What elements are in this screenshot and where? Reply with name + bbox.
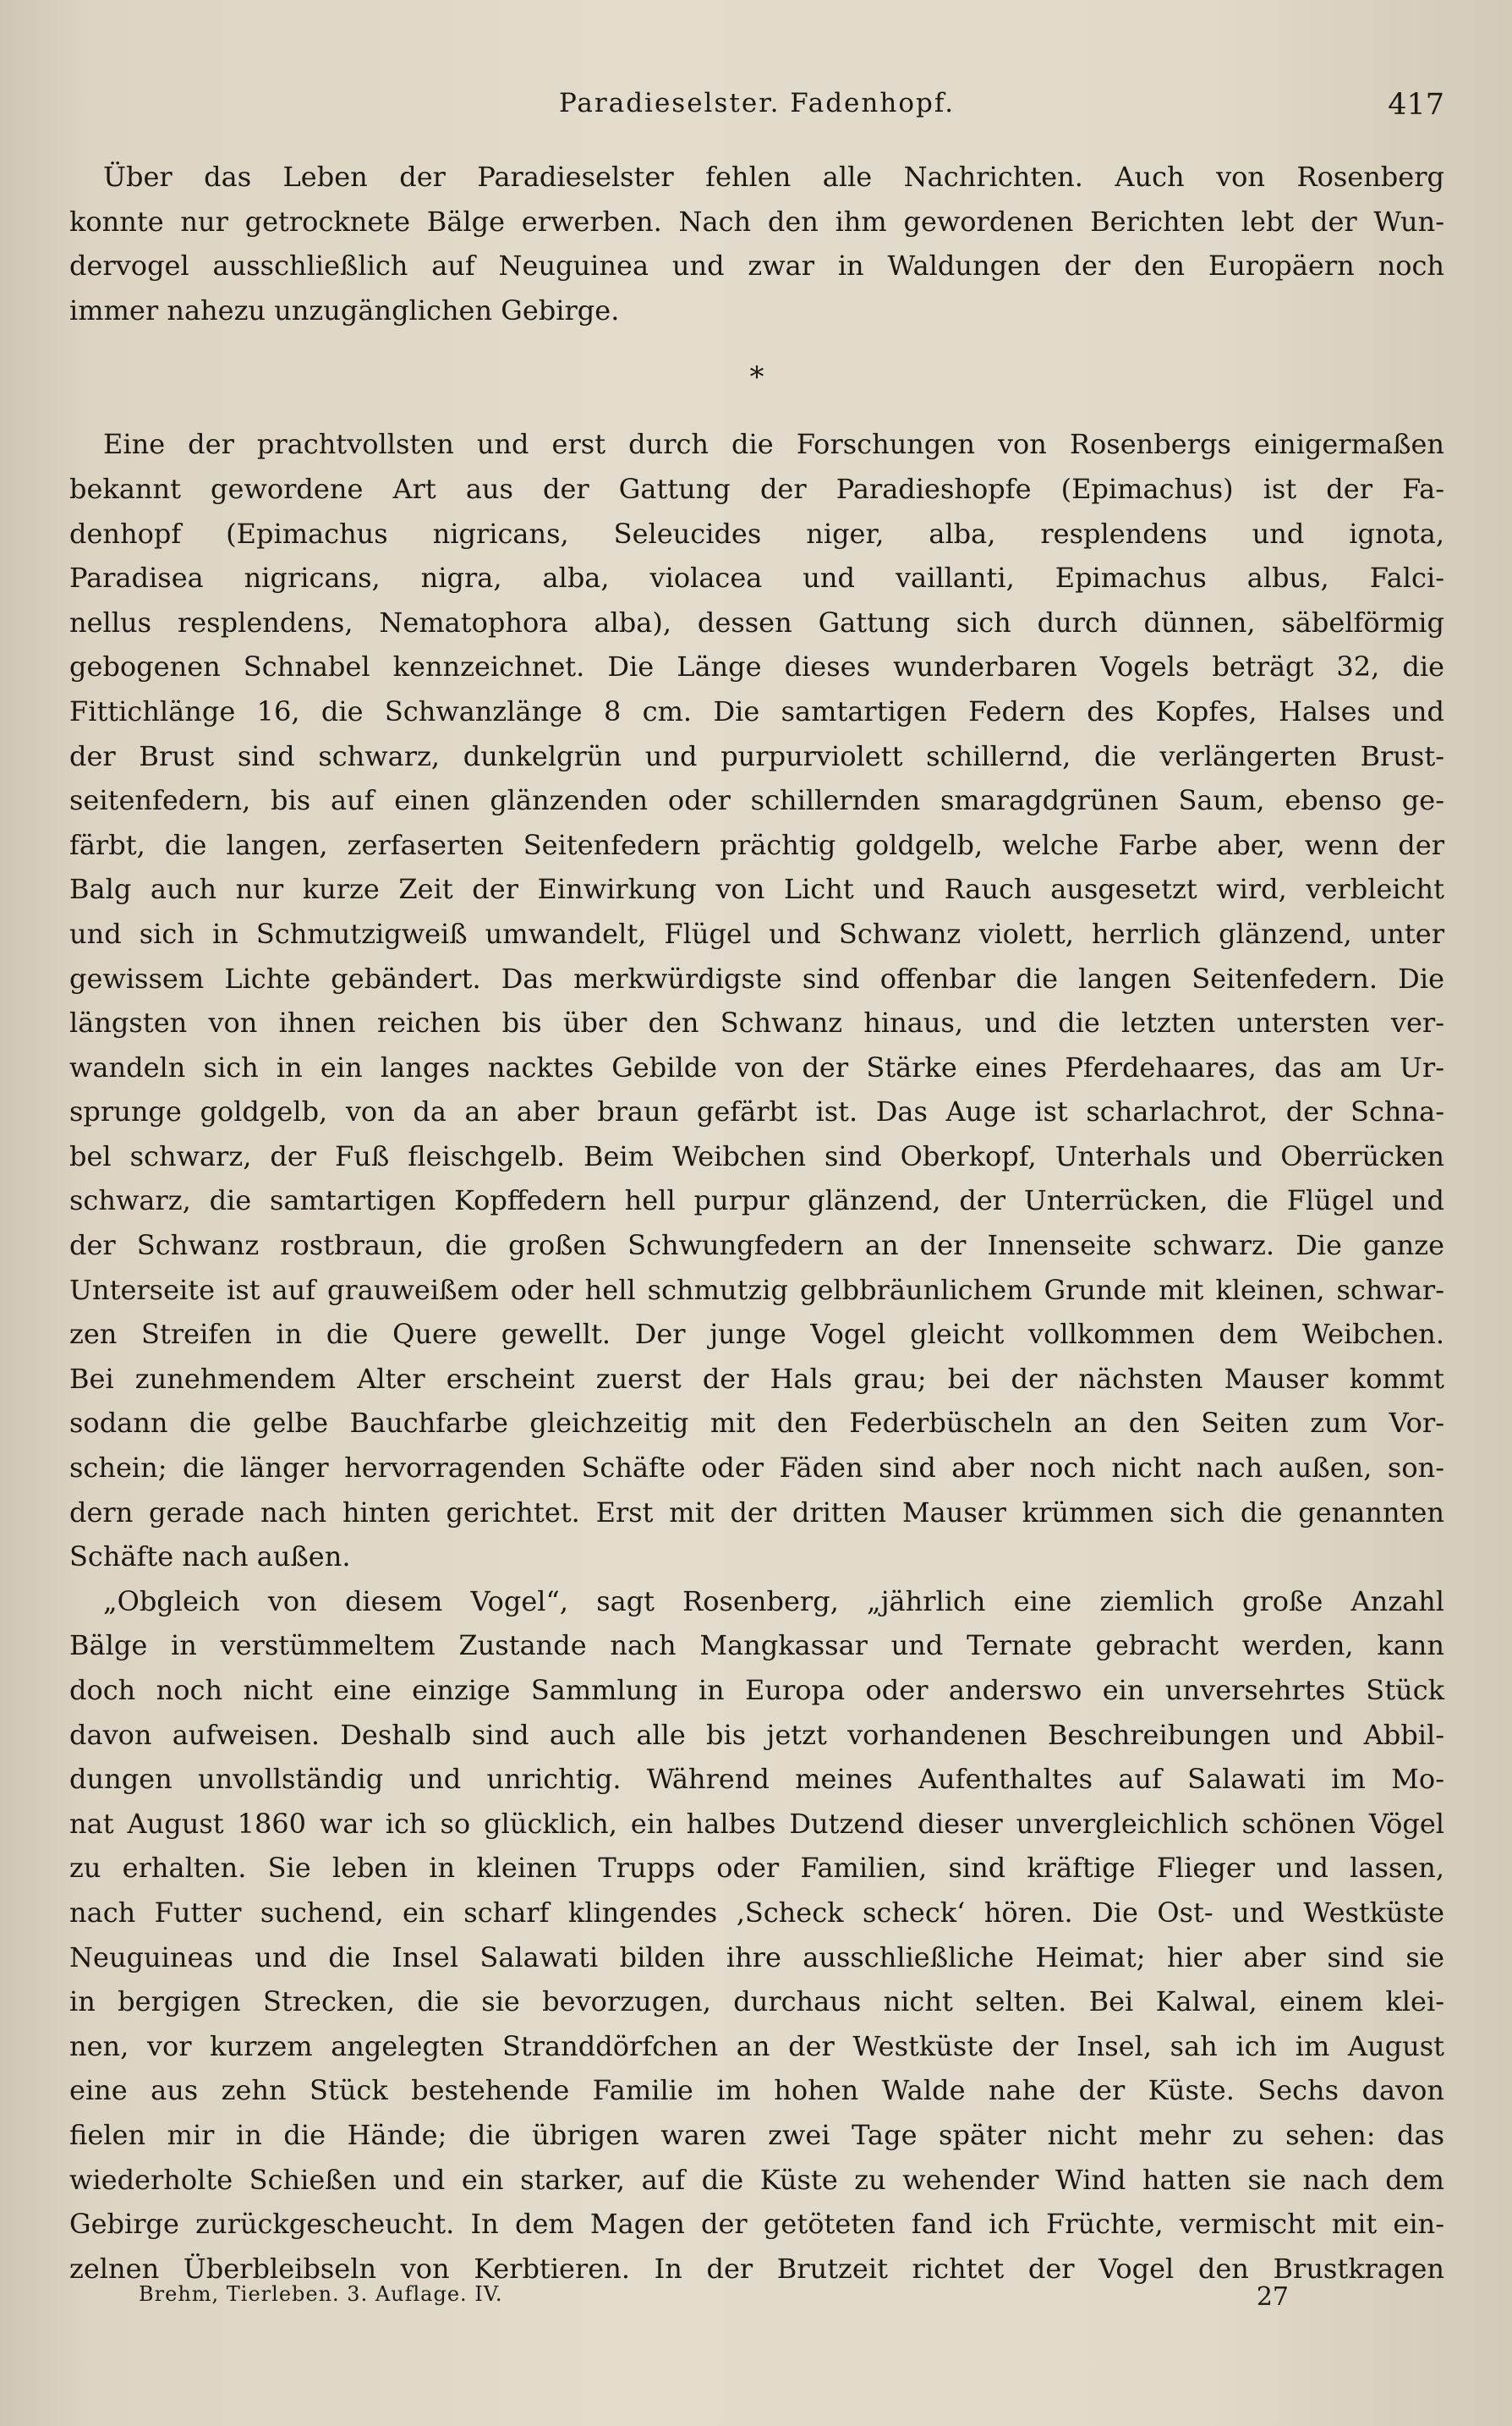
text-line: wiederholte Schießen und ein starker, auf die Küste zu wehender Wind hatten sie nach dem: [69, 2163, 1444, 2196]
section-separator: *: [749, 360, 764, 395]
text-line: konnte nur getrocknete Bälge erwerben. Nach den ihm gewordenen Berichten lebt der Wun-: [69, 205, 1444, 238]
text-line: fielen mir in die Hände; die übrigen waren zwei Tage später nicht mehr zu sehen: das: [69, 2118, 1444, 2151]
text-line: „Obgleich von diesem Vogel“, sagt Rosenberg, „jährlich eine ziemlich große Anzahl: [103, 1584, 1444, 1617]
text-line: in bergigen Strecken, die sie bevorzugen, durchaus nicht selten. Bei Kalwal, einem klei-: [69, 1985, 1444, 2018]
page-footer: [139, 2282, 1289, 2316]
text-line: Schäfte nach außen.: [69, 1540, 351, 1573]
text-line: Fittichlänge 16, die Schwanzlänge 8 cm. Die samtartigen Federn des Kopfes, Halses und: [69, 694, 1444, 727]
text-line: dern gerade nach hinten gerichtet. Erst mit der dritten Mauser krümmen sich die genannten: [69, 1496, 1444, 1529]
text-line: längsten von ihnen reichen bis über den Schwanz hinaus, und die letzten untersten ver-: [69, 1007, 1444, 1040]
running-head: Paradieselster. Fadenhopf.: [558, 88, 956, 118]
text-line: färbt, die langen, zerfaserten Seitenfedern prächtig goldgelb, welche Farbe aber, wenn der: [69, 828, 1444, 861]
text-line: bel schwarz, der Fuß fleischgelb. Beim Weibchen sind Oberkopf, Unterhals und Oberrücken: [69, 1139, 1444, 1172]
text-line: eine aus zehn Stück bestehende Familie im hohen Walde nahe der Küste. Sechs davon: [69, 2074, 1444, 2107]
text-line: denhopf (Epimachus nigricans, Seleucides niger, alba, resplendens und ignota,: [69, 517, 1444, 550]
sheet-number: 27: [1256, 2282, 1289, 2312]
text-line: zen Streifen in die Quere gewellt. Der junge Vogel gleicht vollkommen dem Weibchen.: [69, 1318, 1444, 1351]
text-line: bekannt gewordene Art aus der Gattung der Paradieshopfe (Epimachus) ist der Fa-: [69, 472, 1444, 505]
body-text: [69, 155, 1444, 2291]
text-line: Paradisea nigricans, nigra, alba, violacea und vaillanti, Epimachus albus, Falci-: [69, 562, 1444, 595]
text-line: wandeln sich in ein langes nacktes Gebilde von der Stärke eines Pferdehaares, das am Ur-: [69, 1051, 1444, 1084]
text-line: immer nahezu unzugänglichen Gebirge.: [69, 294, 620, 327]
text-line: sodann die gelbe Bauchfarbe gleichzeitig mit den Federbüscheln an den Seiten zum Vor-: [69, 1407, 1444, 1440]
text-line: Bälge in verstümmeltem Zustande nach Mangkassar und Ternate gebracht werden, kann: [69, 1629, 1444, 1662]
text-line: schwarz, die samtartigen Kopffedern hell purpur glänzend, der Unterrücken, die Flügel und: [69, 1184, 1444, 1217]
page-number: 417: [1388, 88, 1444, 122]
text-line: doch noch nicht eine einzige Sammlung in Europa oder anderswo ein unversehrtes Stück: [69, 1674, 1444, 1706]
text-line: Gebirge zurückgescheucht. In dem Magen der getöteten fand ich Früchte, vermischt mit ein-: [69, 2208, 1444, 2241]
text-line: Bei zunehmendem Alter erscheint zuerst der Hals grau; bei der nächsten Mauser kommt: [69, 1362, 1444, 1395]
text-line: nen, vor kurzem angelegten Stranddörfchen an der Westküste der Insel, sah ich im August: [69, 2029, 1444, 2062]
paragraph-rosenberg-quote: [69, 1579, 1444, 2292]
text-line: Unterseite ist auf grauweißem oder hell schmutzig gelbbräunlichem Grunde mit kleinen, schwar-: [69, 1273, 1444, 1306]
text-line: Eine der prachtvollsten und erst durch die Forschungen von Rosenbergs einigermaßen: [103, 428, 1444, 461]
page-header: [69, 88, 1444, 139]
text-line: der Schwanz rostbraun, die großen Schwungfedern an der Innenseite schwarz. Die ganze: [69, 1229, 1444, 1262]
text-line: gebogenen Schnabel kennzeichnet. Die Länge dieses wunderbaren Vogels beträgt 32, die: [69, 650, 1444, 683]
text-line: zelnen Überbleibseln von Kerbtieren. In der Brutzeit richtet der Vogel den Brustkragen: [69, 2252, 1444, 2285]
paragraph-fadenhopf: [69, 422, 1444, 1578]
text-line: dungen unvollständig und unrichtig. Während meines Aufenthaltes auf Salawati im Mo-: [69, 1763, 1444, 1796]
text-line: davon aufweisen. Deshalb sind auch alle bis jetzt vorhandenen Beschreibungen und Abbil-: [69, 1718, 1444, 1751]
text-line: und sich in Schmutzigweiß umwandelt, Flügel und Schwanz violett, herrlich glänzend, unter: [69, 917, 1444, 950]
text-line: nellus resplendens, Nematophora alba), dessen Gattung sich durch dünnen, säbelförmig: [69, 606, 1444, 639]
printer-signature: Brehm, Tierleben. 3. Auflage. IV.: [139, 2282, 503, 2306]
text-line: nat August 1860 war ich so glücklich, ein halbes Dutzend dieser unvergleichlich schönen Vögel: [69, 1807, 1444, 1840]
text-line: zu erhalten. Sie leben in kleinen Trupps oder Familien, sind kräftige Flieger und lassen,: [69, 1852, 1444, 1885]
text-line: gewissem Lichte gebändert. Das merkwürdigste sind offenbar die langen Seitenfedern. Die: [69, 962, 1444, 995]
text-line: nach Futter suchend, ein scharf klingendes ‚Scheck scheck‘ hören. Die Ost- und Westküste: [69, 1896, 1444, 1929]
text-line: Balg auch nur kurze Zeit der Einwirkung von Licht und Rauch ausgesetzt wird, verbleicht: [69, 873, 1444, 906]
text-line: dervogel ausschließlich auf Neuguinea und zwar in Waldungen der den Europäern noch: [69, 250, 1444, 283]
text-line: der Brust sind schwarz, dunkelgrün und purpurviolett schillernd, die verlängerten Brust-: [69, 739, 1444, 772]
text-line: Über das Leben der Paradieselster fehlen alle Nachrichten. Auch von Rosenberg: [103, 161, 1444, 193]
text-line: sprunge goldgelb, von da an aber braun gefärbt ist. Das Auge ist scharlachrot, der Schna-: [69, 1095, 1444, 1128]
paragraph-paradieselster: [69, 155, 1444, 332]
text-line: seitenfedern, bis auf einen glänzenden oder schillernden smaragdgrünen Saum, ebenso ge-: [69, 784, 1444, 817]
text-line: schein; die länger hervorragenden Schäfte oder Fäden sind aber noch nicht nach außen, son-: [69, 1452, 1444, 1485]
text-line: Neuguineas und die Insel Salawati bilden ihre ausschließliche Heimat; hier aber sind sie: [69, 1940, 1444, 1973]
